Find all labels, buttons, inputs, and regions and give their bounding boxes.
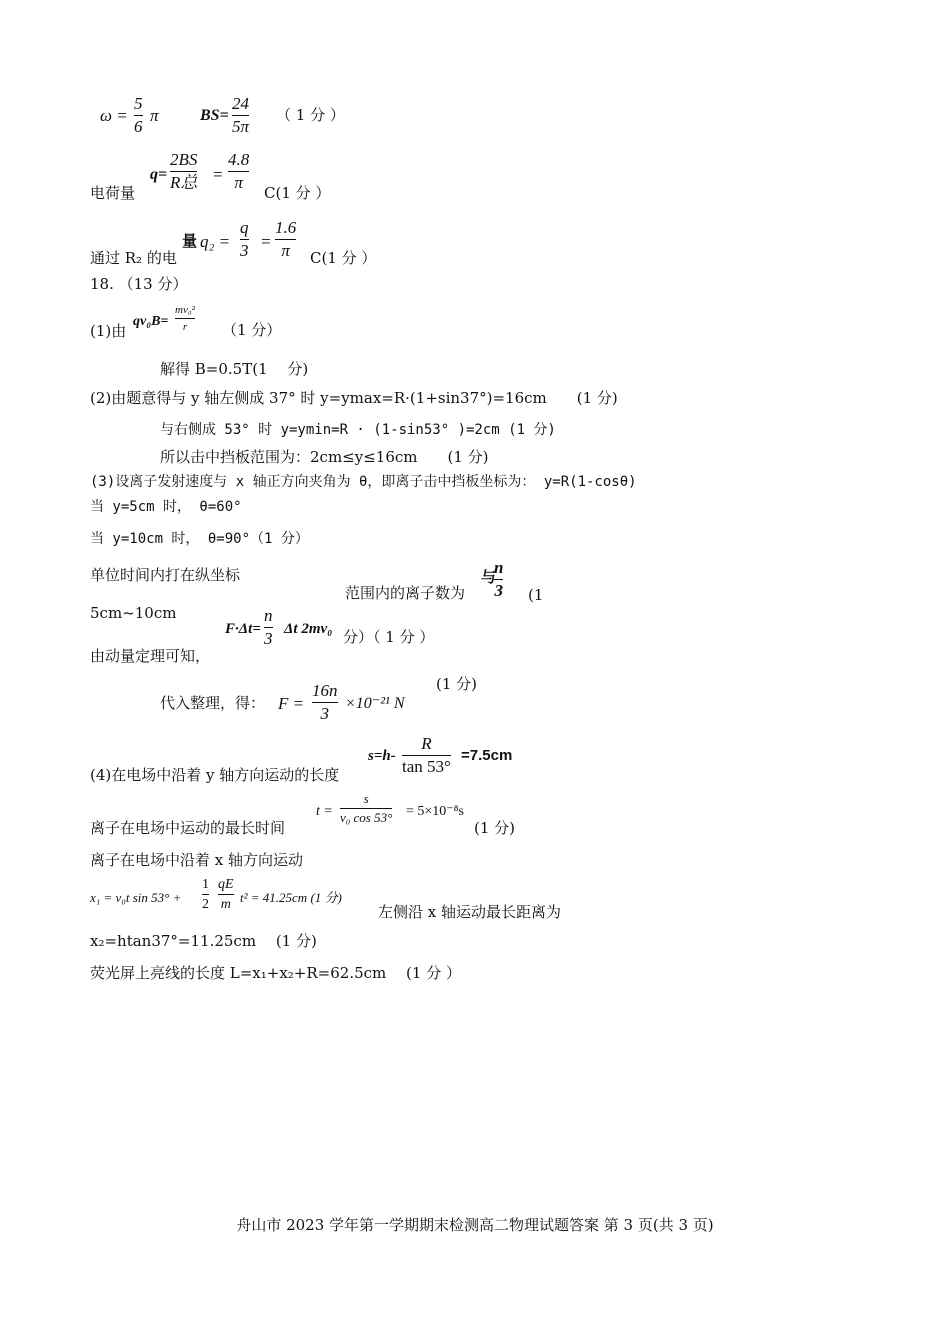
part3-momentum-post: Δt 2mv₀ bbox=[284, 621, 333, 637]
part4-t-score: (1 分) bbox=[474, 819, 516, 837]
part4-s-pre: s=h- bbox=[368, 748, 396, 764]
part3-momentum-fraction bbox=[264, 606, 273, 649]
part4-line-c: 离子在电场中沿着 x 轴方向运动 bbox=[90, 851, 303, 869]
part1-result: 解得 B=0.5T(1 分) bbox=[160, 360, 309, 378]
part3-f-post: ×10⁻²¹ N bbox=[345, 695, 405, 712]
score-3: C(1 分 ） bbox=[310, 249, 377, 267]
frac-den: 3 bbox=[264, 629, 273, 648]
part4-t-fraction bbox=[340, 791, 392, 826]
q-fraction-2 bbox=[228, 150, 249, 193]
score-2: C(1 分 ） bbox=[264, 184, 331, 202]
frac-num: 2BS bbox=[170, 150, 198, 169]
part1-label: (1)由 bbox=[90, 322, 127, 340]
frac-den: v₀ cos 53° bbox=[340, 810, 393, 825]
omega-label: ω = bbox=[100, 106, 128, 125]
part4-x1-pre: x₁ = v₀t sin 53° + bbox=[90, 890, 182, 905]
pi-symbol: π bbox=[150, 106, 159, 125]
part3-f-fraction bbox=[312, 681, 338, 724]
part3-f-score: (1 分) bbox=[436, 675, 478, 693]
frac-den: 3 bbox=[320, 704, 329, 723]
frac-num: n bbox=[494, 558, 504, 577]
frac-den: π bbox=[234, 173, 243, 192]
question-18-heading: 18. （13 分） bbox=[90, 275, 188, 293]
equals: = bbox=[212, 165, 224, 184]
part3-n-over-3 bbox=[494, 558, 503, 601]
quantity-char: 量 bbox=[182, 232, 198, 250]
part4-s-fraction bbox=[402, 734, 451, 777]
frac-num: qE bbox=[218, 877, 234, 892]
frac-den: m bbox=[220, 897, 231, 912]
bs-label: BS= bbox=[200, 107, 229, 124]
frac-den: π bbox=[281, 241, 290, 260]
q2-label: q₂ = bbox=[200, 232, 231, 251]
q-label: q= bbox=[150, 166, 168, 183]
part4-line-d-tail: 左侧沿 x 轴运动最长距离为 bbox=[378, 903, 561, 921]
part3-line-c: 当 y=10cm 时， θ=90°（1 分） bbox=[90, 531, 309, 547]
part4-line-f: 荧光屏上亮线的长度 L=x₁+x₂+R=62.5cm (1 分 ） bbox=[90, 964, 461, 982]
frac-num: 1.6 bbox=[275, 218, 297, 237]
frac-num: 24 bbox=[232, 94, 250, 113]
part1-formula: qv₀B= bbox=[133, 314, 169, 329]
part3-momentum-pre: F·Δt= bbox=[225, 621, 261, 637]
part4-x1-half bbox=[202, 876, 209, 913]
frac-num: 16n bbox=[312, 681, 338, 700]
frac-num: 1 bbox=[202, 877, 209, 892]
part4-x1-qe-m bbox=[218, 876, 234, 913]
part4-t-pre: t = bbox=[316, 804, 333, 819]
part2-line-c: 所以击中挡板范围为：2cm≤y≤16cm (1 分) bbox=[160, 448, 489, 466]
part4-t-post: = 5×10⁻⁸s bbox=[406, 804, 465, 819]
frac-num: R bbox=[421, 734, 432, 753]
q-fraction bbox=[170, 150, 197, 193]
part3-line-d: 单位时间内打在纵坐标 bbox=[90, 566, 241, 584]
part3-line-h: 由动量定理可知， bbox=[90, 647, 211, 665]
bs-fraction bbox=[232, 94, 249, 137]
omega-fraction bbox=[134, 94, 143, 137]
frac-num: s bbox=[363, 791, 369, 806]
part3-line-e-score: (1 bbox=[528, 586, 544, 604]
part4-line-b: 离子在电场中运动的最长时间 bbox=[90, 819, 286, 837]
part3-line-b: 当 y=5cm 时， θ=60° bbox=[90, 499, 242, 515]
part4-line-a: (4)在电场中沿着 y 轴方向运动的长度 bbox=[90, 766, 340, 784]
part3-line-a: (3)设离子发射速度与 x 轴正方向夹角为 θ，即离子击中挡板坐标为： y=R(1-cosθ) bbox=[90, 474, 637, 490]
frac-den: 3 bbox=[240, 241, 249, 260]
part4-x1-post: t² = 41.25cm (1 分) bbox=[240, 890, 342, 905]
score-1: （ 1 分 ） bbox=[276, 106, 345, 124]
frac-den: 6 bbox=[134, 117, 143, 136]
frac-den: tan 53° bbox=[402, 757, 451, 776]
frac-den: 5π bbox=[232, 117, 250, 136]
frac-num: q bbox=[240, 218, 249, 237]
part1-fraction bbox=[175, 303, 195, 334]
part3-line-i: 代入整理，得： bbox=[160, 694, 266, 712]
part3-line-e-pre: 与 bbox=[481, 568, 497, 586]
frac-num: 4.8 bbox=[228, 150, 250, 169]
page-footer: 舟山市 2023 学年第一学期期末检测高二物理试题答案 第 3 页(共 3 页) bbox=[236, 1216, 714, 1234]
frac-num: 5 bbox=[134, 94, 143, 113]
frac-den: R总 bbox=[170, 173, 198, 192]
frac-den: 2 bbox=[202, 897, 209, 912]
frac-den: 3 bbox=[494, 581, 503, 600]
part1-score: （1 分） bbox=[222, 321, 282, 339]
part3-momentum-score: 分）（ 1 分 ） bbox=[343, 628, 435, 646]
part4-line-e: x₂=htan37°=11.25cm (1 分) bbox=[90, 932, 317, 950]
part2-line-a: (2)由题意得与 y 轴左侧成 37° 时 y=ymax=R·(1+sin37°)=16cm (1 分) bbox=[90, 389, 618, 407]
part3-f-label: F = bbox=[278, 694, 305, 713]
part3-line-f: 5cm~10cm bbox=[90, 604, 177, 622]
equals: = bbox=[260, 232, 272, 251]
frac-den: r bbox=[182, 321, 188, 333]
charge-label: 电荷量 bbox=[90, 184, 136, 202]
q2-fraction bbox=[240, 218, 249, 261]
part3-line-e: 范围内的离子数为 bbox=[345, 584, 466, 602]
frac-num: mv₀² bbox=[175, 304, 195, 316]
part2-line-b: 与右侧成 53° 时 y=ymin=R · (1-sin53° )=2cm (1 分) bbox=[160, 422, 556, 438]
part4-s-post: =7.5cm bbox=[461, 747, 513, 764]
frac-num: n bbox=[264, 606, 273, 625]
r2-charge-label: 通过 R₂ 的电 bbox=[90, 249, 177, 267]
q2-fraction-2 bbox=[275, 218, 296, 261]
